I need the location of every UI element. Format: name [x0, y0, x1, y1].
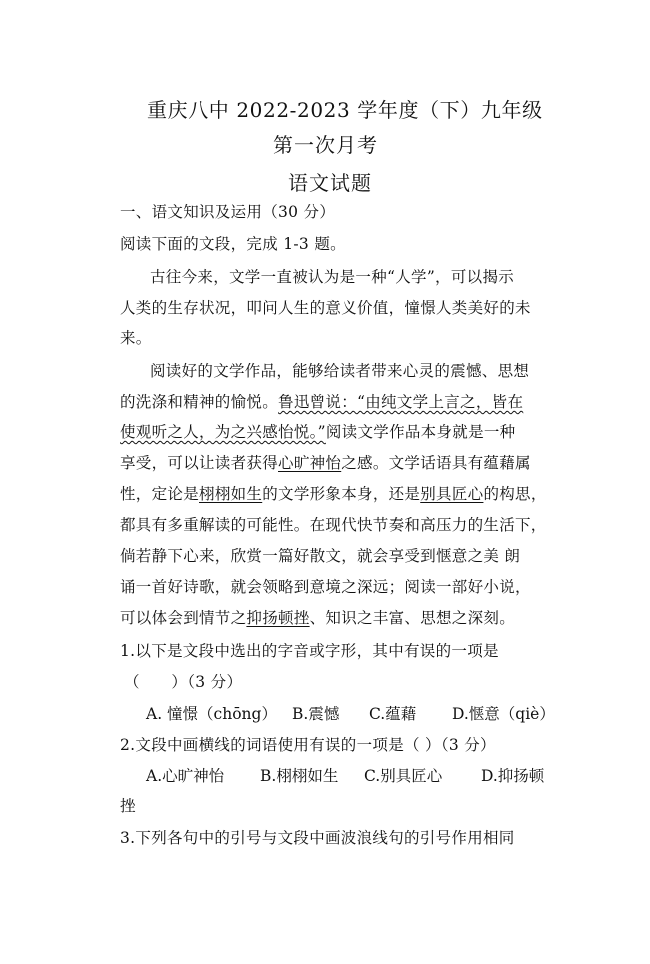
question-2-option-a: A.心旷神怡 — [146, 767, 225, 785]
question-3-stem: 3.下列各句中的引号与文段中画波浪线句的引号作用相同 — [120, 829, 515, 847]
question-2-option-b: B.栩栩如生 — [260, 767, 339, 785]
passage-line: 都具有多重解读的可能性。在现代快节奏和高压力的生活下， — [120, 516, 547, 534]
underlined-word: 心旷神怡 — [278, 454, 342, 472]
question-1-option-c: C.蕴藉 — [369, 705, 417, 723]
exam-subtitle: 第一次月考 — [273, 133, 378, 157]
passage-text: 之感。文学话语具有蕴藉属 — [341, 454, 531, 472]
question-2-option-wrap: 挫 — [120, 797, 136, 815]
passage-line — [120, 421, 515, 443]
passage-text: 、知识之丰富、思想之深刻。 — [309, 609, 516, 627]
subject-title: 语文试题 — [288, 171, 372, 195]
underlined-word: 抑扬顿挫 — [246, 609, 310, 627]
underlined-word: 栩栩如生 — [199, 485, 263, 503]
exam-title: 重庆八中 2022-2023 学年度（下）九年级 — [147, 98, 543, 122]
passage-line — [120, 391, 523, 413]
passage-text: 的构思， — [483, 485, 547, 503]
passage-text: 性，定论是 — [120, 485, 200, 503]
question-1-option-a: A. 憧憬（chōng） — [146, 705, 277, 723]
wavy-underlined-quote: 鲁迅曾说：“由纯文学上言之，皆在 — [278, 393, 524, 411]
passage-line: 倘若静下心来，欣赏一篇好散文，就会享受到惬意之美 朗 — [120, 547, 521, 565]
passage-text: 可以体会到情节之 — [120, 609, 247, 627]
passage-line — [120, 483, 547, 505]
question-1-blank: （ ）（3 分） — [124, 673, 243, 691]
passage-text: 的洗涤和精神的愉悦。 — [120, 393, 279, 411]
underlined-word: 别具匠心 — [420, 485, 484, 503]
question-1-option-d: D.惬意（qiè） — [452, 705, 555, 723]
passage-line: 来。 — [120, 329, 152, 347]
passage-text: 阅读文学作品本身就是一种 — [325, 423, 516, 441]
passage-text: 的文学形象本身，还是 — [262, 485, 421, 503]
passage-line — [120, 452, 531, 474]
question-2-option-c: C.别具匠心 — [364, 767, 443, 785]
question-1-option-b: B.震憾 — [292, 705, 340, 723]
wavy-underlined-quote: 使观听之人，为之兴感怡悦。” — [120, 423, 326, 441]
question-1-stem: 1.以下是文段中选出的字音或字形，其中有误的一项是 — [120, 642, 499, 660]
passage-line: 阅读好的文学作品，能够给读者带来心灵的震憾、思想 — [150, 362, 530, 380]
section-heading: 一、语文知识及运用（30 分） — [120, 203, 336, 221]
passage-text: 享受，可以让读者获得 — [120, 454, 279, 472]
passage-line: 古往今来，文学一直被认为是一种“人学”，可以揭示 — [150, 268, 515, 286]
section-instruction: 阅读下面的文段，完成 1-3 题。 — [120, 235, 346, 253]
passage-line: 诵一首好诗歌，就会领略到意境之深远；阅读一部好小说， — [120, 578, 531, 596]
passage-line — [120, 607, 515, 629]
question-2-option-d: D.抑扬顿 — [481, 767, 545, 785]
passage-line: 人类的生存状况，叩问人生的意义价值，憧憬人类美好的未 — [120, 299, 531, 317]
question-2-stem: 2.文段中画横线的词语使用有误的一项是（ ）（3 分） — [120, 736, 496, 754]
